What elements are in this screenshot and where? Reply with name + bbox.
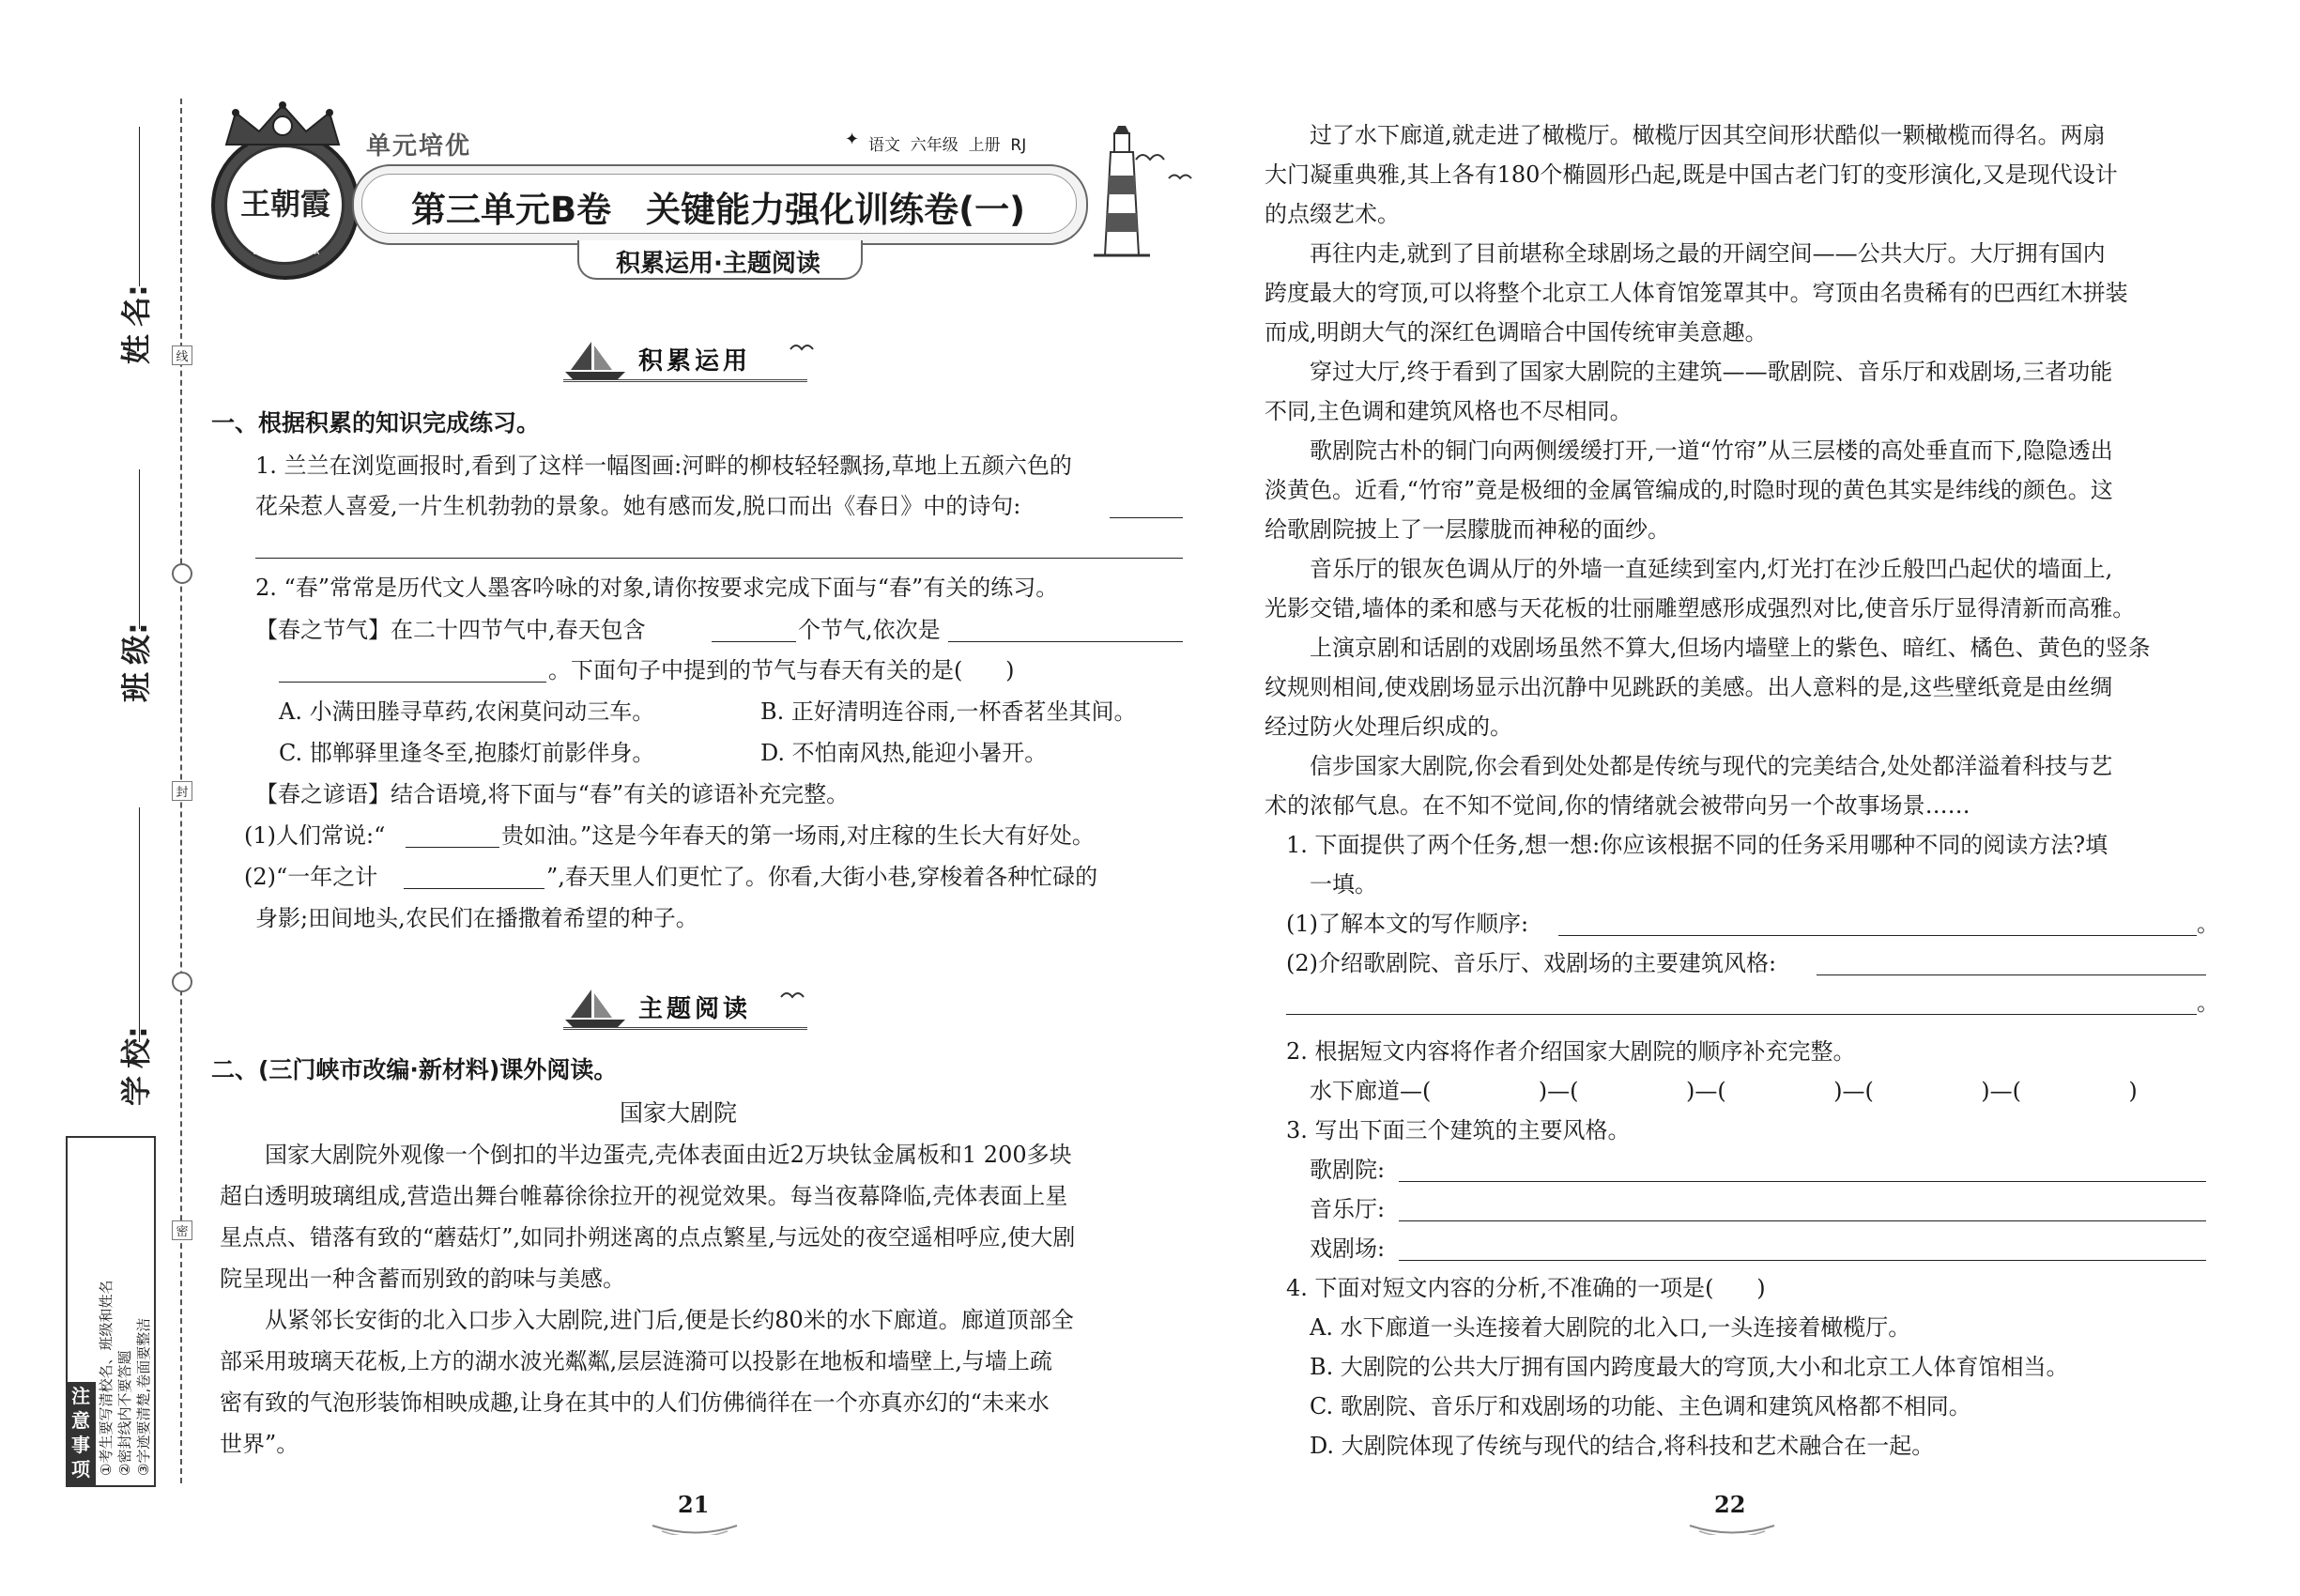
q2-line6: 【春之谚语】结合语境,将下面与“春”有关的谚语补充完整。 xyxy=(255,781,850,807)
q1-answer-blank-1[interactable] xyxy=(1110,517,1183,518)
q1-line1: 1. 兰兰在浏览画报时,看到了这样一幅图画:河畔的柳枝轻轻飘扬,草地上五颜六色的 xyxy=(255,453,1072,479)
notice-item-3: ③字迹要清楚,卷面要整洁 xyxy=(135,1317,152,1476)
rq1-a-blank[interactable] xyxy=(1558,935,2197,936)
rq1-b-blank-2[interactable] xyxy=(1286,1014,2197,1015)
class-field[interactable] xyxy=(139,469,140,629)
q2-terms-blank-1[interactable] xyxy=(948,641,1183,642)
name-field[interactable] xyxy=(139,127,140,286)
article-p8-line2: 纹规则相间,使戏剧场显示出沉静中见跳跃的美感。出人意料的是,这些壁纸竟是由丝绸 xyxy=(1265,674,2113,700)
label-class-1: 班 xyxy=(118,671,154,702)
q2-line3: 。下面句子中提到的节气与春天有关的是( ) xyxy=(548,657,1015,683)
notice-box xyxy=(66,1136,156,1487)
school-field[interactable] xyxy=(139,807,140,1042)
q2-line9: 身影;田间地头,农民们在播撒着希望的种子。 xyxy=(255,905,698,931)
label-name-2: 名: xyxy=(118,284,154,327)
proverb-blank-1[interactable] xyxy=(406,847,499,848)
rq3-theater: 戏剧场: xyxy=(1310,1235,1386,1262)
article-p2-line1: 从紧邻长安街的北入口步入大剧院,进门后,便是长约80米的水下廊道。廊道顶部全 xyxy=(265,1307,1074,1333)
q2-line1: 2. “春”常常是历代文人墨客吟咏的对象,请你按要求完成下面与“春”有关的练习。 xyxy=(255,575,1059,601)
q2-line8b: ”,春天里人们更忙了。你看,大街小巷,穿梭着各种忙碌的 xyxy=(546,864,1098,890)
page-subtitle: 积累运用·主题阅读 xyxy=(616,250,820,278)
q2-line2a: 【春之节气】在二十四节气中,春天包含 xyxy=(255,617,646,643)
q1-line2: 花朵惹人喜爱,一片生机勃勃的景象。她有感而发,脱口而出《春日》中的诗句: xyxy=(255,493,1021,519)
rq1-b-blank-1[interactable] xyxy=(1817,974,2206,975)
rq3-concert: 音乐厅: xyxy=(1310,1196,1386,1222)
article-p1-line2: 超白透明玻璃组成,营造出舞台帷幕徐徐拉开的视觉效果。每当夜幕降临,壳体表面上星 xyxy=(220,1183,1068,1209)
rq3-concert-blank[interactable] xyxy=(1399,1220,2206,1221)
notice-item-1: ①考生要写清校名、班级和姓名 xyxy=(98,1280,115,1476)
seal-char-feng: 封 xyxy=(172,781,192,801)
article-p1-line1: 国家大剧院外观像一个倒扣的半边蛋壳,壳体表面由近2万块钛金属板和1 200多块 xyxy=(265,1142,1072,1168)
label-class-2: 级: xyxy=(118,622,154,665)
logo-sub: WANGCHAOXIA xyxy=(252,248,321,256)
rq1-b: (2)介绍歌剧院、音乐厅、戏剧场的主要建筑风格: xyxy=(1286,950,1777,976)
seal-char-xian: 线 xyxy=(172,345,192,365)
article-p4-line1: 再往内走,就到了目前堪称全球剧场之最的开阔空间——公共大厅。大厅拥有国内 xyxy=(1310,240,2106,267)
unit-badge: 单元培优 xyxy=(366,132,472,161)
q2-line7b: 贵如油。”这是今年春天的第一场雨,对庄稼的生长大有好处。 xyxy=(501,822,1095,849)
article-p7-line1: 音乐厅的银灰色调从厅的外墙一直延续到室内,灯光打在沙丘般凹凸起伏的墙面上, xyxy=(1310,556,2113,582)
article-p3-line1: 过了水下廊道,就走进了橄榄厅。橄榄厅因其空间形状酷似一颗橄榄而得名。两扇 xyxy=(1310,122,2106,148)
bird-icon xyxy=(779,986,807,1008)
notice-item-2: ②密封线内不要答题 xyxy=(116,1350,133,1476)
seal-char-mi: 密 xyxy=(172,1220,192,1240)
rq3-line: 3. 写出下面三个建筑的主要风格。 xyxy=(1286,1117,1631,1143)
sailboat-icon xyxy=(563,986,629,1032)
page-number-left: 21 xyxy=(678,1491,710,1518)
article-p6-line2: 淡黄色。近看,“竹帘”竟是极细的金属管编成的,时隐时现的黄色其实是纬线的颜色。这 xyxy=(1265,477,2113,503)
section1-title: 积累运用 xyxy=(638,347,752,376)
q2-line8a: (2)“一年之计 xyxy=(244,864,378,890)
rq1-a: (1)了解本文的写作顺序: xyxy=(1286,911,1529,937)
sparkle-icon: ✦ xyxy=(845,130,860,149)
article-p5-line2: 不同,主色调和建筑风格也不尽相同。 xyxy=(1265,398,1633,424)
article-p3-line3: 的点缀艺术。 xyxy=(1265,201,1400,227)
article-p6-line1: 歌剧院古朴的铜门向两侧缓缓打开,一道“竹帘”从三层楼的高处垂直而下,隐隐透出 xyxy=(1310,437,2113,464)
q2-option-d[interactable]: D. 不怕南风热,能迎小暑开。 xyxy=(760,740,1048,766)
article-p1-line3: 星点点、错落有致的“蘑菇灯”,如同扑朔迷离的点点繁星,与远处的夜空遥相呼应,使大剧 xyxy=(220,1224,1076,1251)
rq1-line1: 1. 下面提供了两个任务,想一想:你应该根据不同的任务采用哪种不同的阅读方法?填 xyxy=(1286,832,2108,858)
q2-line2b: 个节气,依次是 xyxy=(798,617,941,643)
notice-title: 注意事项 xyxy=(71,1385,90,1481)
q2-count-blank[interactable] xyxy=(712,641,796,642)
article-p5-line1: 穿过大厅,终于看到了国家大剧院的主建筑——歌剧院、音乐厅和戏剧场,三者功能 xyxy=(1310,359,2113,385)
article-p8-line3: 经过防火处理后织成的。 xyxy=(1265,714,1512,740)
rq4-option-b[interactable]: B. 大剧院的公共大厅拥有国内跨度最大的穹顶,大小和北京工人体育馆相当。 xyxy=(1310,1354,2069,1380)
q2-option-c[interactable]: C. 邯郸驿里逢冬至,抱膝灯前影伴身。 xyxy=(279,740,655,766)
q1-answer-blank-2[interactable] xyxy=(255,558,1183,559)
q2-terms-blank-2[interactable] xyxy=(279,682,546,683)
seagull-icon xyxy=(1131,141,1197,192)
article-p9-line2: 术的浓郁气息。在不知不觉间,你的情绪就会被带向另一个故事场景…… xyxy=(1265,792,1970,819)
sailboat-icon xyxy=(563,338,629,384)
article-p2-line3: 密有致的气泡形装饰相映成趣,让身在其中的人们仿佛徜徉在一个亦真亦幻的“未来水 xyxy=(220,1389,1050,1416)
binding-hole-icon xyxy=(172,972,192,992)
rq4-option-a[interactable]: A. 水下廊道一头连接着大剧院的北入口,一头连接着橄榄厅。 xyxy=(1310,1314,1911,1341)
logo-text: 王朝霞 xyxy=(239,186,330,222)
q2-option-b[interactable]: B. 正好清明连谷雨,一杯香茗坐其间。 xyxy=(760,698,1137,725)
page-number-right: 22 xyxy=(1714,1491,1746,1518)
article-p7-line2: 光影交错,墙体的柔和感与天花板的壮丽雕塑感形成强烈对比,使音乐厅显得清新而高雅。 xyxy=(1265,595,2136,622)
article-p8-line1: 上演京剧和话剧的戏剧场虽然不算大,但场内墙壁上的紫色、暗红、橘色、黄色的竖条 xyxy=(1310,635,2151,661)
label-name-1: 姓 xyxy=(118,333,154,364)
article-p2-line4: 世界”。 xyxy=(220,1431,299,1457)
label-school-2: 校: xyxy=(118,1026,154,1068)
article-p9-line1: 信步国家大剧院,你会看到处处都是传统与现代的完美结合,处处都洋溢着科技与艺 xyxy=(1310,753,2113,779)
crown-icon xyxy=(222,101,344,150)
rq1-line2: 一填。 xyxy=(1310,871,1377,898)
article-p2-line2: 部采用玻璃天花板,上方的湖水波光粼粼,层层涟漪可以投影在地板和墙壁上,与墙上疏 xyxy=(220,1348,1052,1374)
rq4-option-c[interactable]: C. 歌剧院、音乐厅和戏剧场的功能、主色调和建筑风格都不相同。 xyxy=(1310,1393,1971,1420)
page-number-swoosh xyxy=(648,1507,742,1539)
article-title: 国家大剧院 xyxy=(620,1099,738,1127)
rq3-opera: 歌剧院: xyxy=(1310,1157,1386,1183)
article-p4-line2: 跨度最大的穹顶,可以将整个北京工人体育馆笼罩其中。穹顶由名贵稀有的巴西红木拼装 xyxy=(1265,280,2128,306)
rq1-b-end: 。 xyxy=(2197,990,2219,1016)
article-p3-line2: 大门凝重典雅,其上各有180个椭圆形凸起,既是中国古老门钉的变形演化,又是现代设计 xyxy=(1265,161,2118,188)
article-p6-line3: 给歌剧院披上了一层朦胧而神秘的面纱。 xyxy=(1265,516,1670,543)
label-school-1: 学 xyxy=(118,1075,154,1106)
section1-underline xyxy=(563,379,807,382)
rq2-line: 2. 根据短文内容将作者介绍国家大剧院的顺序补充完整。 xyxy=(1286,1038,1856,1065)
proverb-blank-2[interactable] xyxy=(404,888,544,889)
q2-option-a[interactable]: A. 小满田塍寻草药,农闲莫问动三车。 xyxy=(279,698,655,725)
q1-heading: 一、根据积累的知识完成练习。 xyxy=(211,409,541,437)
q3-heading: 二、(三门峡市改编·新材料)课外阅读。 xyxy=(211,1056,618,1083)
meta-info: 语文 六年级 上册 RJ xyxy=(868,136,1027,155)
rq4-line: 4. 下面对短文内容的分析,不准确的一项是( ) xyxy=(1286,1275,1766,1301)
logo-badge xyxy=(211,131,360,280)
section2-title: 主题阅读 xyxy=(638,995,752,1023)
rq4-option-d[interactable]: D. 大剧院体现了传统与现代的结合,将科技和艺术融合在一起。 xyxy=(1310,1433,1935,1459)
rq3-opera-blank[interactable] xyxy=(1399,1181,2206,1182)
page-title: 第三单元B卷 关键能力强化训练卷(一) xyxy=(410,190,1026,230)
section2-underline xyxy=(563,1027,807,1030)
rq2-sequence[interactable]: 水下廊道—( )—( )—( )—( )—( ) xyxy=(1310,1078,2138,1104)
binding-hole-icon xyxy=(172,563,192,584)
rq3-theater-blank[interactable] xyxy=(1399,1260,2206,1261)
article-p4-line3: 而成,明朗大气的深红色调暗合中国传统审美意趣。 xyxy=(1265,319,1768,345)
bird-icon xyxy=(789,338,817,361)
page-number-swoosh xyxy=(1685,1507,1779,1539)
rq1-a-end: 。 xyxy=(2197,911,2219,937)
q2-line7a: (1)人们常说:“ xyxy=(244,822,386,849)
article-p1-line4: 院呈现出一种含蓄而别致的韵味与美感。 xyxy=(220,1266,625,1292)
